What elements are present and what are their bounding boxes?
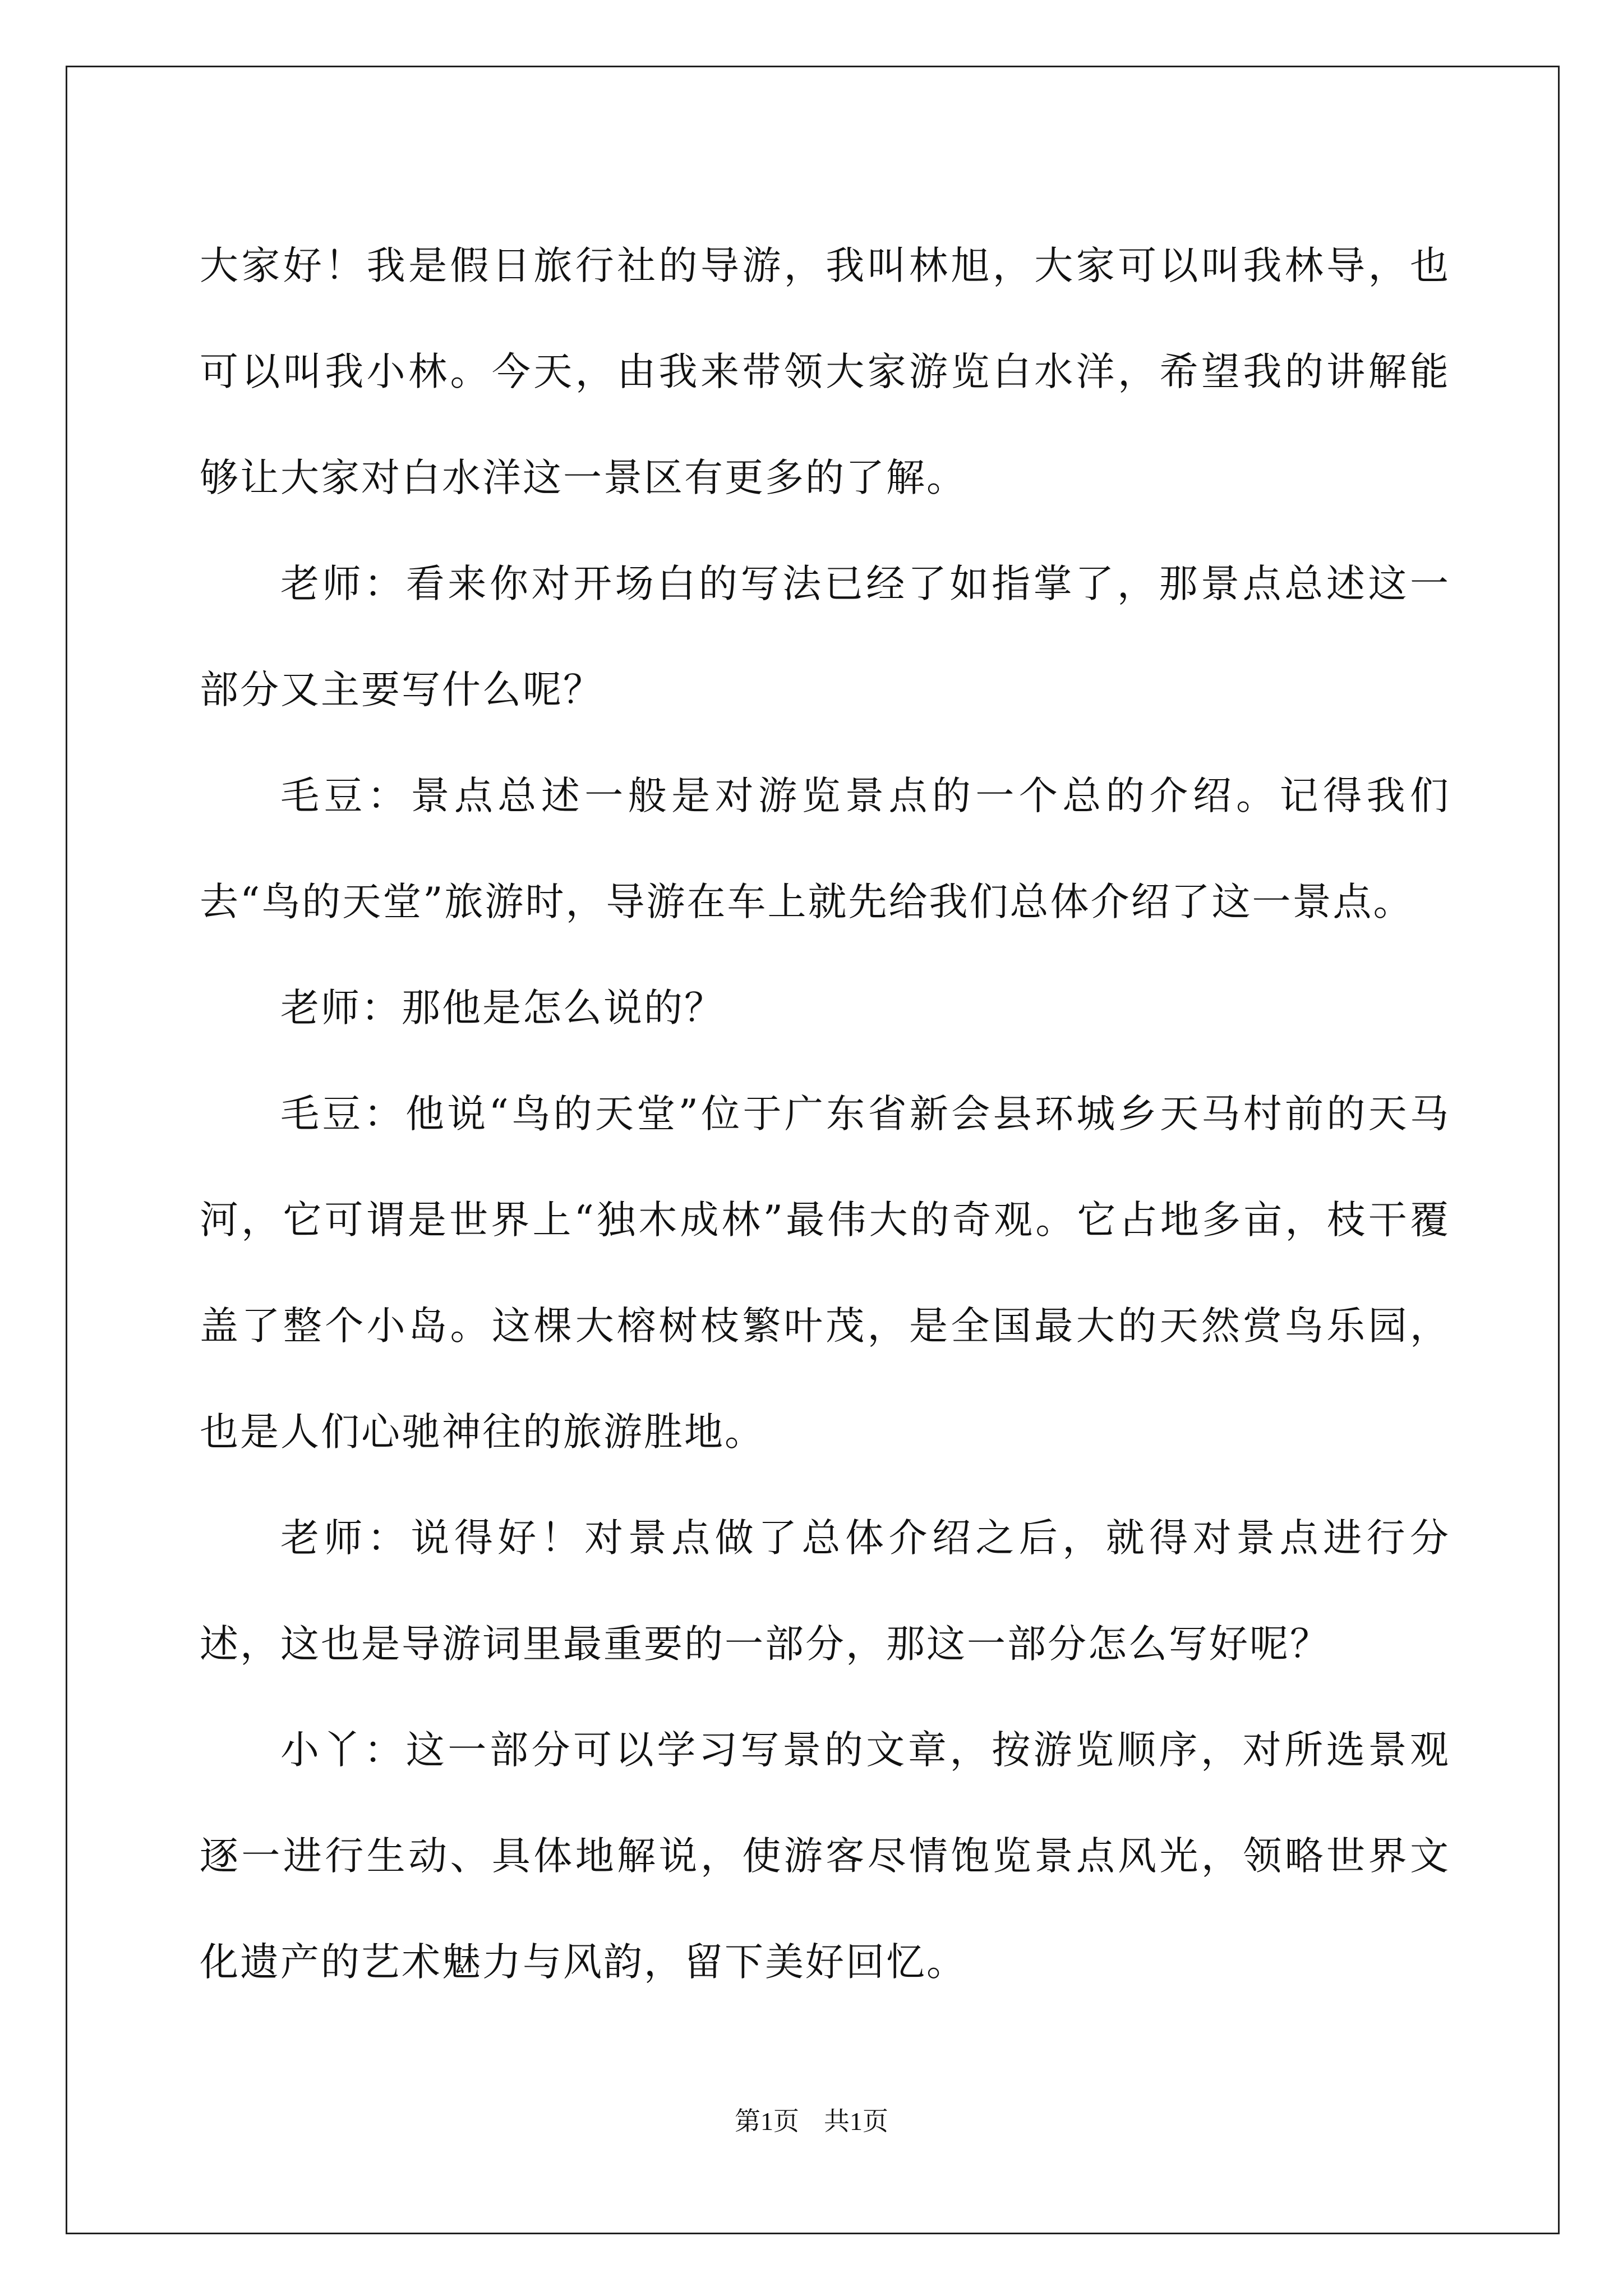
paragraph-teacher-question-3: 老师：说得好！对景点做了总体介绍之后，就得对景点进行分述，这也是导游词里最重要的一部分，那这一部分怎么写好呢？	[200, 1516, 1450, 1667]
paragraph-teacher-question-2: 老师：那他是怎么说的？	[280, 986, 725, 1030]
paragraph-teacher-question-1: 老师：看来你对开场白的写法已经了如指掌了，那景点总述这一部分又主要写什么呢？	[200, 562, 1450, 712]
document-body	[200, 213, 1450, 2016]
paragraph-xiaoya-answer: 小丫：这一部分可以学习写景的文章，按游览顺序，对所选景观逐一进行生动、具体地解说，使游客尽情饱览景点风光，领略世界文化遗产的艺术魅力与风韵，留下美好回忆。	[200, 1728, 1450, 1985]
page-total: 共1页	[824, 2107, 888, 2136]
paragraph-greeting: 大家好！我是假日旅行社的导游，我叫林旭，大家可以叫我林导，也可以叫我小林。今天，由我来带领大家游览白水洋，希望我的讲解能够让大家对白水洋这一景区有更多的了解。	[200, 243, 1450, 500]
page-number: 第1页	[735, 2107, 799, 2136]
page-footer	[0, 2101, 1623, 2138]
paragraph-maodou-answer-1: 毛豆：景点总述一般是对游览景点的一个总的介绍。记得我们去“鸟的天堂”旅游时，导游在车上就先给我们总体介绍了这一景点。	[200, 774, 1450, 924]
paragraph-maodou-answer-2: 毛豆：他说“鸟的天堂”位于广东省新会县环城乡天马村前的天马河，它可谓是世界上“独木成林”最伟大的奇观。它占地多亩，枝干覆盖了整个小岛。这棵大榕树枝繁叶茂，是全国最大的天然赏鸟乐园，也是人们心驰神往的旅游胜地。	[200, 1092, 1450, 1455]
